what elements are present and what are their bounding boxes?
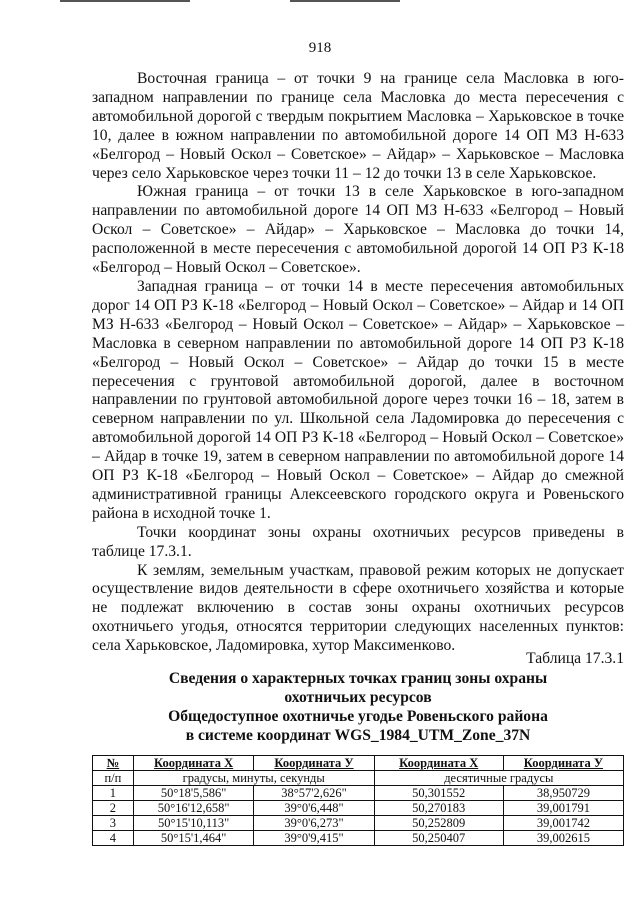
cell-y-dms: 39°0'9,415" [254,831,374,846]
table-row [93,801,624,816]
body-text [92,70,624,656]
cell-x-dms: 50°15'10,113" [133,816,254,831]
cell-number: 2 [93,801,134,816]
table-header-row [93,756,624,771]
paragraph-excluded-lands: К землям, земельным участкам, правовой режим которых не допускает осуществление видов деятельности в сфере охотничьего хозяйства и которые не подлежат включению в состав зоны охраны охотничьих ресурсов охотничьего угодья, относятся территории следующих населенных пунктов: села Харьковское, Ладомировка, хутор Максименково. [92,561,624,655]
col-header-y-decimal: Координата У [503,756,623,771]
table-subheader-row [93,771,624,786]
table-heading-line-1: Сведения о характерных точках границ зоны охраны [168,670,548,687]
page-number: 918 [308,40,332,56]
cell-number: 1 [93,786,134,801]
scan-edge-line-right [290,0,400,2]
cell-x-decimal: 50,301552 [374,786,503,801]
cell-y-dms: 39°0'6,448" [254,801,374,816]
paragraph-south-border: Южная граница – от точки 13 в селе Харьковское в юго-западном направлении по автомобильной дороге 14 ОП МЗ Н-633 «Белгород – Новый Оскол – Советское» – Айдар» – Харьковское – Масловка до точки 14, расположенной в месте пересечения с автомобильной дорогой 14 ОП РЗ К-18 «Белгород – Новый Оскол – Советское». [92,183,624,277]
cell-x-dms: 50°18'5,586" [133,786,254,801]
cell-y-decimal: 39,001742 [503,816,623,831]
paragraph-table-reference: Точки координат зоны охраны охотничьих ресурсов приведены в таблице 17.3.1. [92,523,624,560]
cell-x-decimal: 50,250407 [374,831,503,846]
scan-edge-line-left [60,0,190,2]
cell-y-decimal: 39,001791 [503,801,623,816]
subheader-dms: градусы, минуты, секунды [133,771,374,786]
table-row [93,831,624,846]
cell-number: 4 [93,831,134,846]
table-row [93,816,624,831]
table-label: Таблица 17.3.1 [526,650,624,667]
cell-x-decimal: 50,270183 [374,801,503,816]
table-heading [92,670,624,746]
col-header-x-dms: Координата X [133,756,254,771]
cell-x-dms: 50°15'1,464" [133,831,254,846]
col-header-y-dms: Координата У [254,756,374,771]
paragraph-east-border: Восточная граница – от точки 9 на границе села Масловка в юго-западном направлении по границе села Масловка до места пересечения с автомобильной дорогой с твердым покрытием Масловка – Харьковское в точке 10, далее в южном направлении по автомобильной дороге 14 ОП МЗ Н-633 «Белгород – Новый Оскол – Советское» – Айдар» – Харьковское – Масловка через село Харьковское через точки 11 – 12 до точки 13 в селе Харьковское. [92,70,624,182]
table-heading-line-3: Общедоступное охотничье угодье Ровеньского района [168,707,548,725]
col-header-x-decimal: Координата X [374,756,503,771]
cell-x-dms: 50°16'12,658" [133,801,254,816]
cell-y-dms: 39°0'6,273" [254,816,374,831]
paragraph-west-border: Западная граница – от точки 14 в месте пересечения автомобильных дорог 14 ОП РЗ К-18 «Белгород – Новый Оскол – Советское» – Айдар и 14 ОП МЗ Н-633 «Белгород – Новый Оскол – Советское» – Айдар» – Харьковское – Масловка в северном направлении по автомобильной дороге 14 ОП РЗ К-18 «Белгород – Новый Оскол – Советское» – Айдар до точки 15 в месте пересечения с грунтовой автомобильной дорогой, далее в восточном направлении по грунтовой автомобильной дороге через точки 16 – 18, затем в северном направлении по ул. Школьной села Ладомировка до пересечения с автомобильной дорогой 14 ОП РЗ К-18 «Белгород – Новый Оскол – Советское» – Айдар в точке 19, затем в северном направлении по автомобильной дороге 14 ОП РЗ К-18 «Белгород – Новый Оскол – Советское» – Айдар до смежной административной границы Алексеевского городского округа и Ровеньского района в исходной точке 1. [92,277,624,522]
subheader-decimal: десятичные градусы [374,771,623,786]
table-heading-line-4: в системе координат WGS_1984_UTM_Zone_37N [185,726,531,744]
coordinates-table [92,755,624,846]
cell-y-decimal: 39,002615 [503,831,623,846]
cell-number: 3 [93,816,134,831]
cell-y-decimal: 38,950729 [503,786,623,801]
table-row [93,786,624,801]
cell-y-dms: 38°57'2,626" [254,786,374,801]
col-header-number: № [93,756,134,771]
table-heading-line-2: охотничьих ресурсов [284,688,432,706]
cell-x-decimal: 50,252809 [374,816,503,831]
subheader-number: п/п [93,771,134,786]
